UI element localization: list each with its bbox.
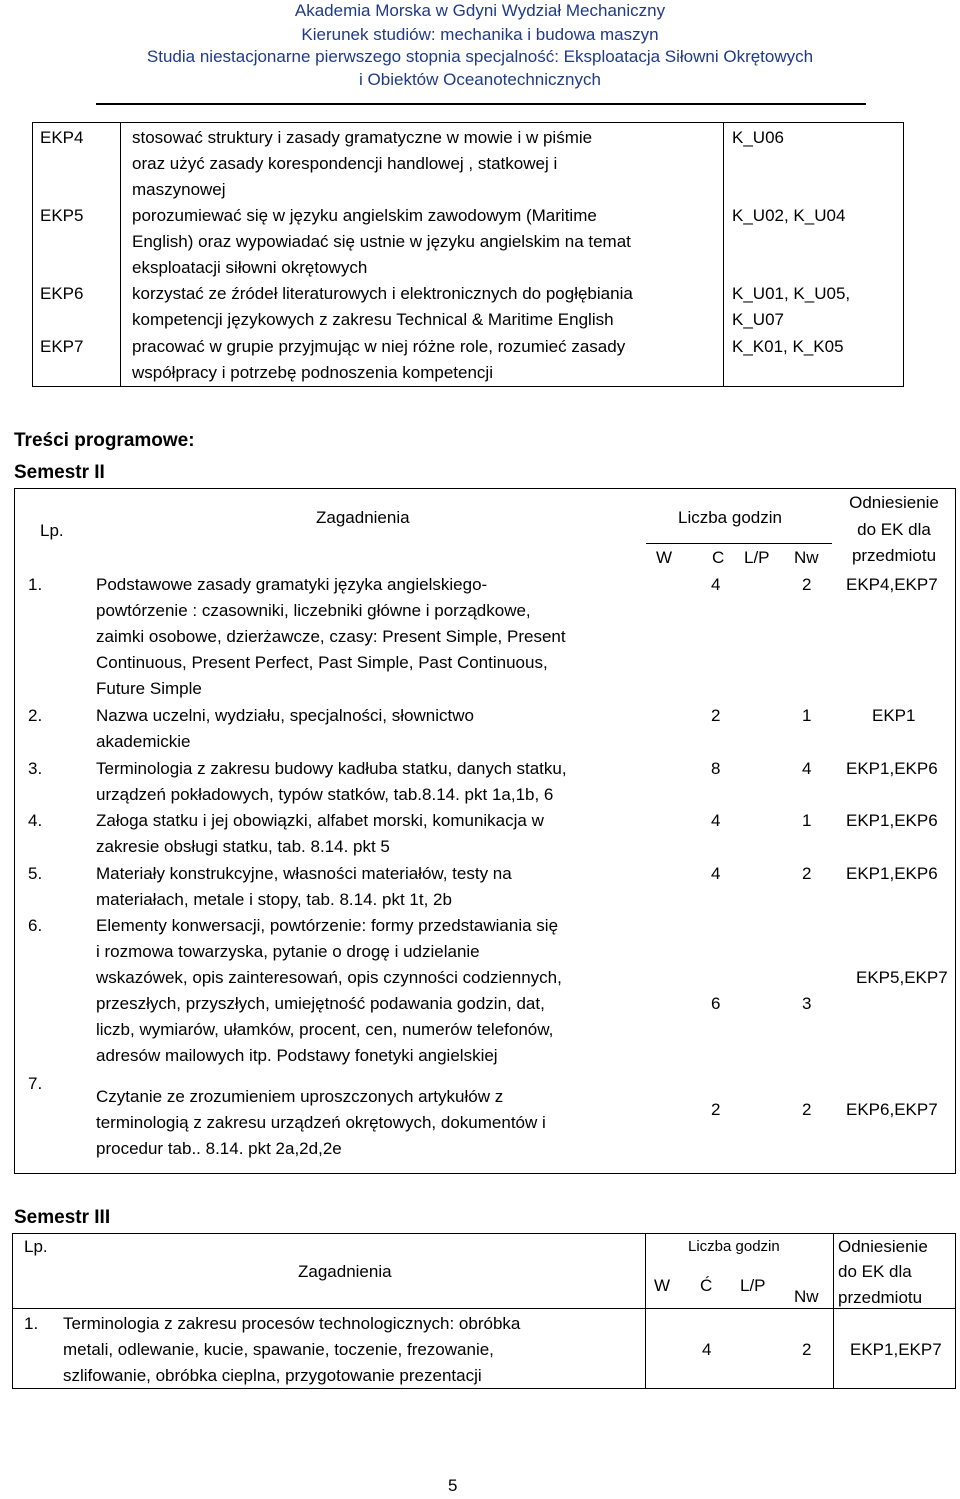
header-line-1: Akademia Morska w Gdyni Wydział Mechaniczny bbox=[294, 1, 666, 20]
ekp-code: EKP4 bbox=[40, 128, 84, 147]
row-text-line: procedur tab.. 8.14. pkt 2a,2d,2e bbox=[96, 1139, 342, 1158]
hours-w: 4 bbox=[711, 864, 721, 883]
header-line-2: Kierunek studiów: mechanika i budowa maszyn bbox=[301, 25, 659, 44]
row-text-line: Elementy konwersacji, powtórzenie: formy przedstawiania się bbox=[96, 916, 559, 935]
semester-3-heading: Semestr III bbox=[14, 1207, 111, 1228]
content-heading: Treści programowe: bbox=[14, 430, 195, 451]
ekp-text-line: pracować w grupie przyjmując w niej różne role, rozumieć zasady bbox=[132, 337, 626, 356]
hours-w: 4 bbox=[711, 575, 721, 594]
hours-w: 4 bbox=[711, 811, 721, 830]
col-ref: przedmiotu bbox=[851, 546, 937, 565]
row-number: 3. bbox=[28, 759, 43, 778]
ekp-ref: K_U06 bbox=[732, 128, 784, 147]
ekp-text-line: oraz użyć zasady korespondencji handlowej , statkowej i bbox=[132, 154, 558, 173]
hours-c: 2 bbox=[802, 575, 812, 594]
semester-2-heading: Semestr II bbox=[14, 462, 105, 483]
row-text-line: metali, odlewanie, kucie, spawanie, toczenie, frezowanie, bbox=[63, 1340, 494, 1359]
page-number: 5 bbox=[448, 1476, 458, 1495]
row-text-line: Materiały konstrukcyjne, własności materiałów, testy na bbox=[96, 864, 512, 883]
row-ref: EKP1,EKP7 bbox=[850, 1340, 942, 1359]
row-text-line: zakresie obsługi statku, tab. 8.14. pkt 5 bbox=[96, 837, 390, 856]
col-topics: Zagadnienia bbox=[316, 508, 410, 527]
ekp-text-line: współpracy i potrzebę podnoszenia kompetencji bbox=[132, 363, 493, 382]
s3-col-nw: Nw bbox=[794, 1287, 819, 1306]
hours-c: 3 bbox=[802, 994, 812, 1013]
col-w: W bbox=[656, 548, 673, 567]
row-number: 6. bbox=[28, 916, 43, 935]
row-ref: EKP1,EKP6 bbox=[846, 864, 938, 883]
row-text-line: akademickie bbox=[96, 732, 191, 751]
s3-col-ref: Odniesienie bbox=[838, 1237, 928, 1256]
ekp-text-line: eksploatacji siłowni okrętowych bbox=[132, 258, 368, 277]
row-ref: EKP4,EKP7 bbox=[846, 575, 938, 594]
ekp-ref: K_K01, K_K05 bbox=[732, 337, 844, 356]
row-number: 7. bbox=[28, 1074, 43, 1093]
ekp-code: EKP7 bbox=[40, 337, 84, 356]
row-number: 1. bbox=[24, 1314, 39, 1333]
hours-w: 6 bbox=[711, 994, 721, 1013]
s3-col-ref: przedmiotu bbox=[838, 1288, 923, 1307]
ekp-text-line: maszynowej bbox=[132, 180, 226, 199]
hours-w: 8 bbox=[711, 759, 721, 778]
hours-c: 1 bbox=[802, 811, 812, 830]
row-text-line: Nazwa uczelni, wydziału, specjalności, słownictwo bbox=[96, 706, 474, 725]
row-text-line: zaimki osobowe, dzierżawcze, czasy: Present Simple, Present bbox=[96, 627, 566, 646]
col-lp: Lp. bbox=[40, 521, 64, 540]
row-text-line: Terminologia z zakresu budowy kadłuba statku, danych statku, bbox=[96, 759, 567, 778]
row-ref: EKP1,EKP6 bbox=[846, 759, 938, 778]
hours-c: 2 bbox=[802, 1100, 812, 1119]
row-text-line: Załoga statku i jej obowiązki, alfabet morski, komunikacja w bbox=[96, 811, 544, 830]
row-text-line: przeszłych, przyszłych, umiejętność podawania godzin, dat, bbox=[96, 994, 545, 1013]
s3-col-lp2: L/P bbox=[740, 1276, 766, 1295]
row-text-line: Continuous, Present Perfect, Past Simple, Past Continuous, bbox=[96, 653, 548, 672]
row-text-line: powtórzenie : czasowniki, liczebniki główne i porządkowe, bbox=[96, 601, 531, 620]
row-text-line: liczb, wymiarów, ułamków, procent, cen, numerów telefonów, bbox=[96, 1020, 554, 1039]
row-text-line: i rozmowa towarzyska, pytanie o drogę i udzielanie bbox=[96, 942, 480, 961]
row-text-line: terminologią z zakresu urządzeń okrętowych, dokumentów i bbox=[96, 1113, 546, 1132]
ekp-ref: K_U01, K_U05, bbox=[732, 284, 851, 303]
col-ref: do EK dla bbox=[857, 520, 931, 539]
col-nw: Nw bbox=[794, 548, 819, 567]
hours-c: 2 bbox=[802, 864, 812, 883]
col-c: C bbox=[712, 548, 725, 567]
s3-col-lp: Lp. bbox=[24, 1237, 48, 1256]
header-line-3: Studia niestacjonarne pierwszego stopnia specjalność: Eksploatacja Siłowni Okrętowych bbox=[146, 47, 814, 66]
header-rule bbox=[96, 103, 866, 105]
row-text-line: szlifowanie, obróbka cieplna, przygotowanie prezentacji bbox=[63, 1366, 482, 1385]
s3-col-w: W bbox=[654, 1276, 671, 1295]
hours-subheader-rule bbox=[646, 543, 832, 544]
row-text-line: materiałach, metale i stopy, tab. 8.14. pkt 1t, 2b bbox=[96, 890, 452, 909]
ekp-text-line: English) oraz wypowiadać się ustnie w języku angielskim na temat bbox=[132, 232, 631, 251]
row-ref: EKP1,EKP6 bbox=[846, 811, 938, 830]
ekp-text-line: korzystać ze źródeł literaturowych i elektronicznych do pogłębiania bbox=[132, 284, 633, 303]
hours-w: 2 bbox=[711, 1100, 721, 1119]
ekp-text-line: stosować struktury i zasady gramatyczne w mowie i w piśmie bbox=[132, 128, 593, 147]
ekp-ref: K_U02, K_U04 bbox=[732, 206, 846, 225]
hours-c: 4 bbox=[802, 759, 812, 778]
row-text-line: urządzeń pokładowych, typów statków, tab.8.14. pkt 1a,1b, 6 bbox=[96, 785, 554, 804]
hours-w: 4 bbox=[702, 1340, 712, 1359]
row-text-line: Podstawowe zasady gramatyki języka angielskiego- bbox=[96, 575, 488, 594]
header-line-4: i Obiektów Oceanotechnicznych bbox=[359, 70, 601, 89]
row-number: 1. bbox=[28, 575, 43, 594]
ekp-code: EKP5 bbox=[40, 206, 84, 225]
ekp-text-line: porozumiewać się w języku angielskim zawodowym (Maritime bbox=[132, 206, 597, 225]
row-ref: EKP6,EKP7 bbox=[846, 1100, 938, 1119]
row-text-line: wskazówek, opis zainteresowań, opis czynności codziennych, bbox=[96, 968, 562, 987]
row-number: 4. bbox=[28, 811, 43, 830]
hours-w: 2 bbox=[711, 706, 721, 725]
ekp-code: EKP6 bbox=[40, 284, 84, 303]
hours-c: 1 bbox=[802, 706, 812, 725]
row-text-line: Terminologia z zakresu procesów technologicznych: obróbka bbox=[63, 1314, 521, 1333]
col-lp2: L/P bbox=[744, 548, 770, 567]
row-number: 2. bbox=[28, 706, 43, 725]
s3-col-c: Ć bbox=[700, 1276, 713, 1295]
s3-col-topics: Zagadnienia bbox=[298, 1262, 392, 1281]
col-hours: Liczba godzin bbox=[678, 508, 782, 527]
row-text-line: Czytanie ze zrozumieniem uproszczonych artykułów z bbox=[96, 1087, 504, 1106]
s3-col-hours: Liczba godzin bbox=[688, 1238, 780, 1255]
row-text-line: adresów mailowych itp. Podstawy fonetyki angielskiej bbox=[96, 1046, 498, 1065]
hours-c: 2 bbox=[802, 1340, 812, 1359]
row-number: 5. bbox=[28, 864, 43, 883]
col-ref: Odniesienie bbox=[849, 493, 939, 512]
s3-col-ref: do EK dla bbox=[838, 1262, 912, 1281]
row-text-line: Future Simple bbox=[96, 679, 202, 698]
row-ref: EKP5,EKP7 bbox=[856, 968, 948, 987]
row-ref: EKP1 bbox=[872, 706, 916, 725]
ekp-text-line: kompetencji językowych z zakresu Technical & Maritime English bbox=[132, 310, 614, 329]
ekp-ref: K_U07 bbox=[732, 310, 784, 329]
